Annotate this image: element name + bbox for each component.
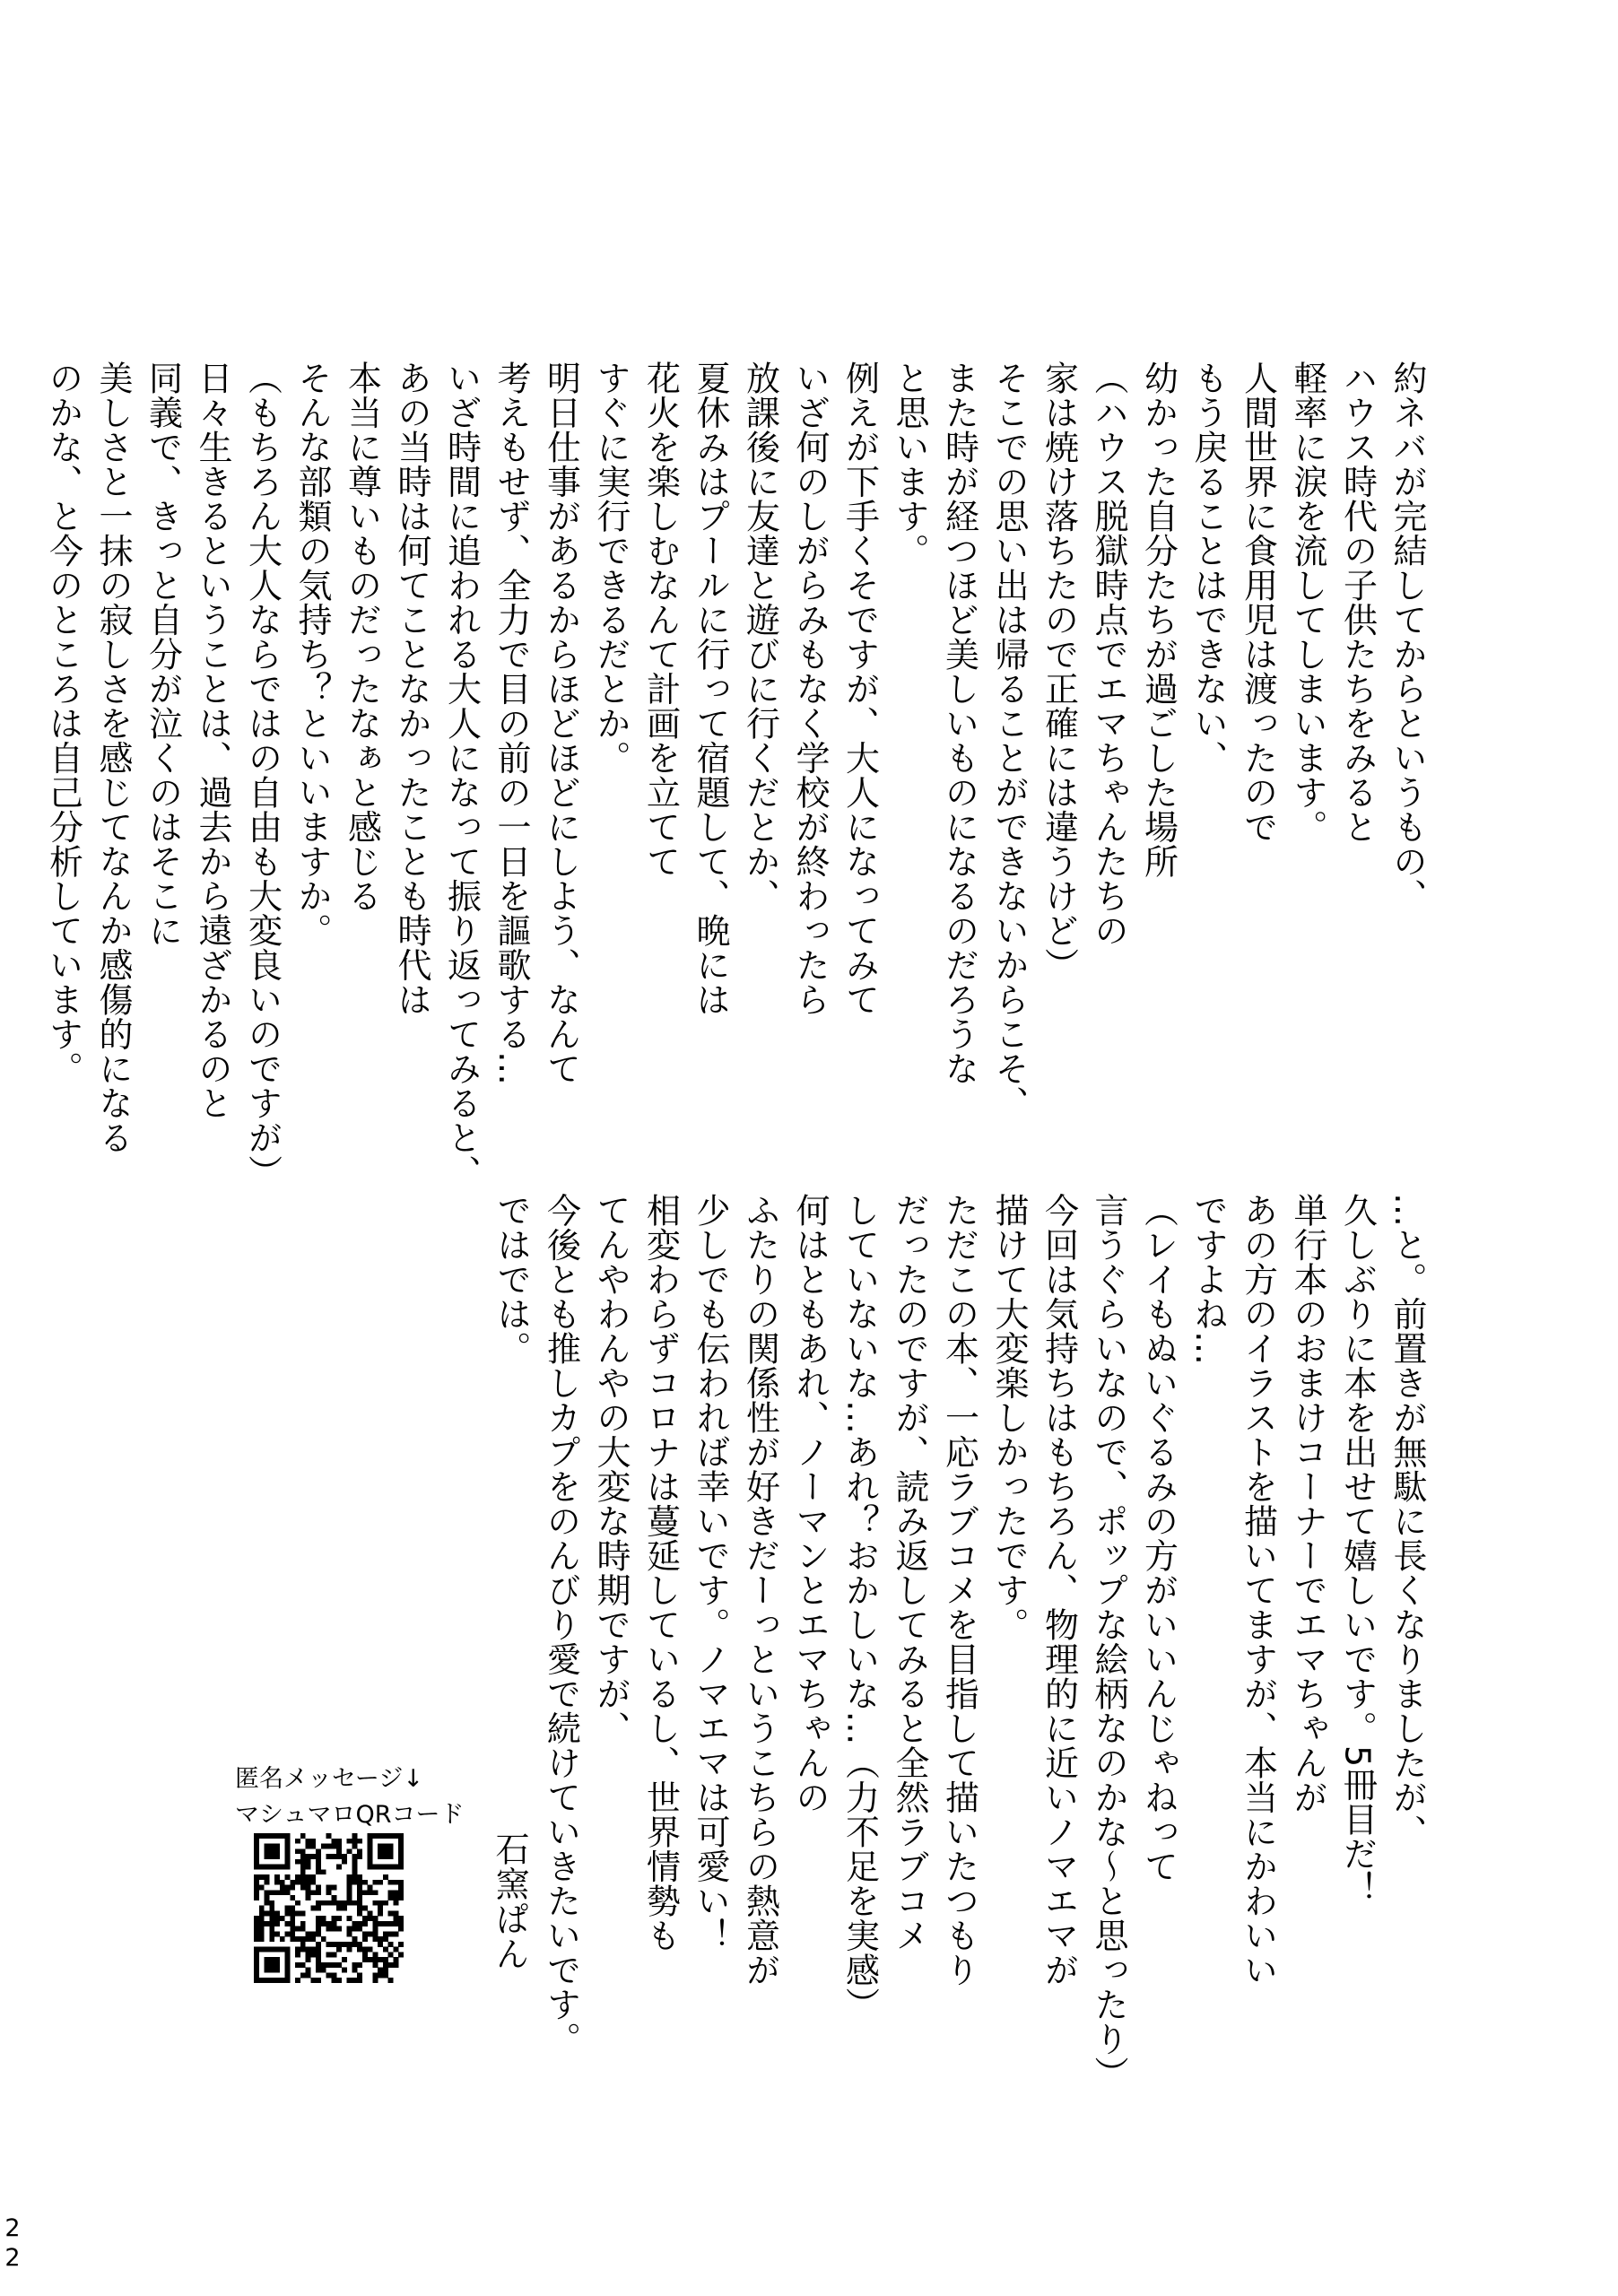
marshmallow-qr-code[interactable] [254, 1833, 404, 1983]
qr-caption-line-1: 匿名メッセージ↓ [235, 1765, 424, 1793]
essay-top-line: そんな部類の気持ち？といいますか。 [292, 361, 332, 948]
essay-top-line: 放課後に友達と遊びに行くだとか、 [740, 361, 780, 913]
essay-top-line: いざ時間に追われる大人になって振り返ってみると、 [441, 361, 482, 1189]
essay-top-line: もう戻ることはできない、 [1188, 361, 1228, 775]
essay-bottom-line: 単行本のおまけコーナーでエマちゃんが [1288, 1193, 1327, 1814]
qr-caption [235, 1761, 464, 1833]
author-signature: 石窯ぱん [490, 1831, 529, 1971]
essay-top-line: また時が経つほど美しいものになるのだろうな [939, 361, 979, 1086]
page-number-digit-2: 2 [4, 2244, 21, 2272]
essay-top-line: 美しさと一抹の寂しさを感じてなんか感傷的になる [93, 361, 133, 1155]
essay-top-line: （ハウス脱獄時点でエマちゃんたちの [1089, 361, 1128, 948]
essay-bottom-line: てんやわんやの大変な時期ですが、 [591, 1193, 631, 1745]
essay-top-line: いざ何のしがらみもなく学校が終わったら [790, 361, 830, 1017]
essay-top-line: 同義で、きっと自分が泣くのはそこに [143, 361, 183, 948]
essay-bottom-line: 今後とも推しカプをのんびり愛で続けていきたいです。 [541, 1193, 581, 2057]
essay-top-line: 明日仕事があるからほどほどにしよう、なんて [541, 361, 581, 1086]
essay-top-line: 人間世界に食用児は渡ったので [1238, 361, 1278, 844]
essay-top-line: 例えが下手くそですが、大人になってみて [839, 361, 880, 1017]
essay-bottom-line: ただこの本、一応ラブコメを目指して描いたつもり [939, 1193, 979, 1987]
essay-bottom-line: ですよね… [1188, 1193, 1228, 1366]
essay-top-line: 花火を楽しむなんて計画を立てて [640, 361, 681, 879]
essay-top-line: 考えもせず、全力で目の前の一日を謳歌する… [491, 361, 531, 1086]
essay-bottom-line: 少しでも伝われば幸いです。ノマエマは可愛い！ [691, 1193, 730, 1952]
essay-bottom-line: ふたりの関係性が好きだーっというこちらの熱意が [740, 1193, 780, 1987]
essay-bottom-line: だったのですが、読み返してみると全然ラブコメ [890, 1193, 929, 1952]
essay-bottom-line: （レイもぬいぐるみの方がいいんじゃねって [1138, 1193, 1179, 1883]
essay-bottom-line: あの方のイラストを描いてますが、本当にかわいい [1238, 1193, 1278, 1987]
essay-bottom-line: 言うぐらいなので、ポップな絵柄なのかな～と思ったり） [1089, 1193, 1128, 2091]
essay-bottom-section [486, 1193, 1432, 2090]
page-number [4, 2213, 22, 2273]
essay-top-line: あの当時は何てことなかったことも時代は [392, 361, 431, 1017]
essay-top-line: のかな、と今のところは自己分析しています。 [43, 361, 83, 1086]
essay-top-line: 家は焼け落ちたので正確には違うけど） [1039, 361, 1079, 982]
essay-bottom-line: ではでは。 [491, 1193, 531, 1366]
essay-bottom-line: 今回は気持ちはもちろん、物理的に近いノマエマが [1039, 1193, 1079, 1987]
essay-top-line: 幼かった自分たちが過ごした場所 [1138, 361, 1179, 879]
page-number-digit-1: 2 [4, 2214, 21, 2242]
essay-top-section [38, 361, 1431, 1195]
essay-top-line: 本当に尊いものだったなぁと感じる [342, 361, 382, 913]
qr-caption-line-2: マシュマロQRコード [235, 1801, 465, 1829]
essay-bottom-line: 何はともあれ、ノーマンとエマちゃんの [790, 1193, 830, 1814]
essay-top-line: すぐに実行できるだとか。 [591, 361, 631, 775]
essay-top-line: 夏休みはプールに行って宿題して、晩には [691, 361, 730, 1017]
essay-top-line: （もちろん大人ならではの自由も大変良いのですが） [242, 361, 283, 1189]
essay-bottom-line: 描けて大変楽しかったです。 [989, 1193, 1029, 1642]
essay-bottom-line: 久しぶりに本を出せて嬉しいです。5冊目だ！ [1337, 1193, 1378, 1906]
essay-top-line: 日々生きるということは、過去から遠ざかるのと [193, 361, 232, 1120]
essay-top-line: と思います。 [890, 361, 929, 568]
essay-top-line: そこでの思い出は帰ることができないからこそ、 [989, 361, 1029, 1120]
essay-bottom-line: …と。前置きが無駄に長くなりましたが、 [1387, 1193, 1427, 1849]
essay-top-line: ハウス時代の子供たちをみると [1337, 361, 1378, 844]
essay-bottom-line: 相変わらずコロナは蔓延しているし、世界情勢も [640, 1193, 681, 1952]
essay-top-line: 軽率に涙を流してしまいます。 [1288, 361, 1327, 844]
essay-bottom-line: していないな…あれ？おかしいな…（力不足を実感） [839, 1193, 880, 2022]
essay-top-line: 約ネバが完結してからというもの、 [1387, 361, 1427, 913]
